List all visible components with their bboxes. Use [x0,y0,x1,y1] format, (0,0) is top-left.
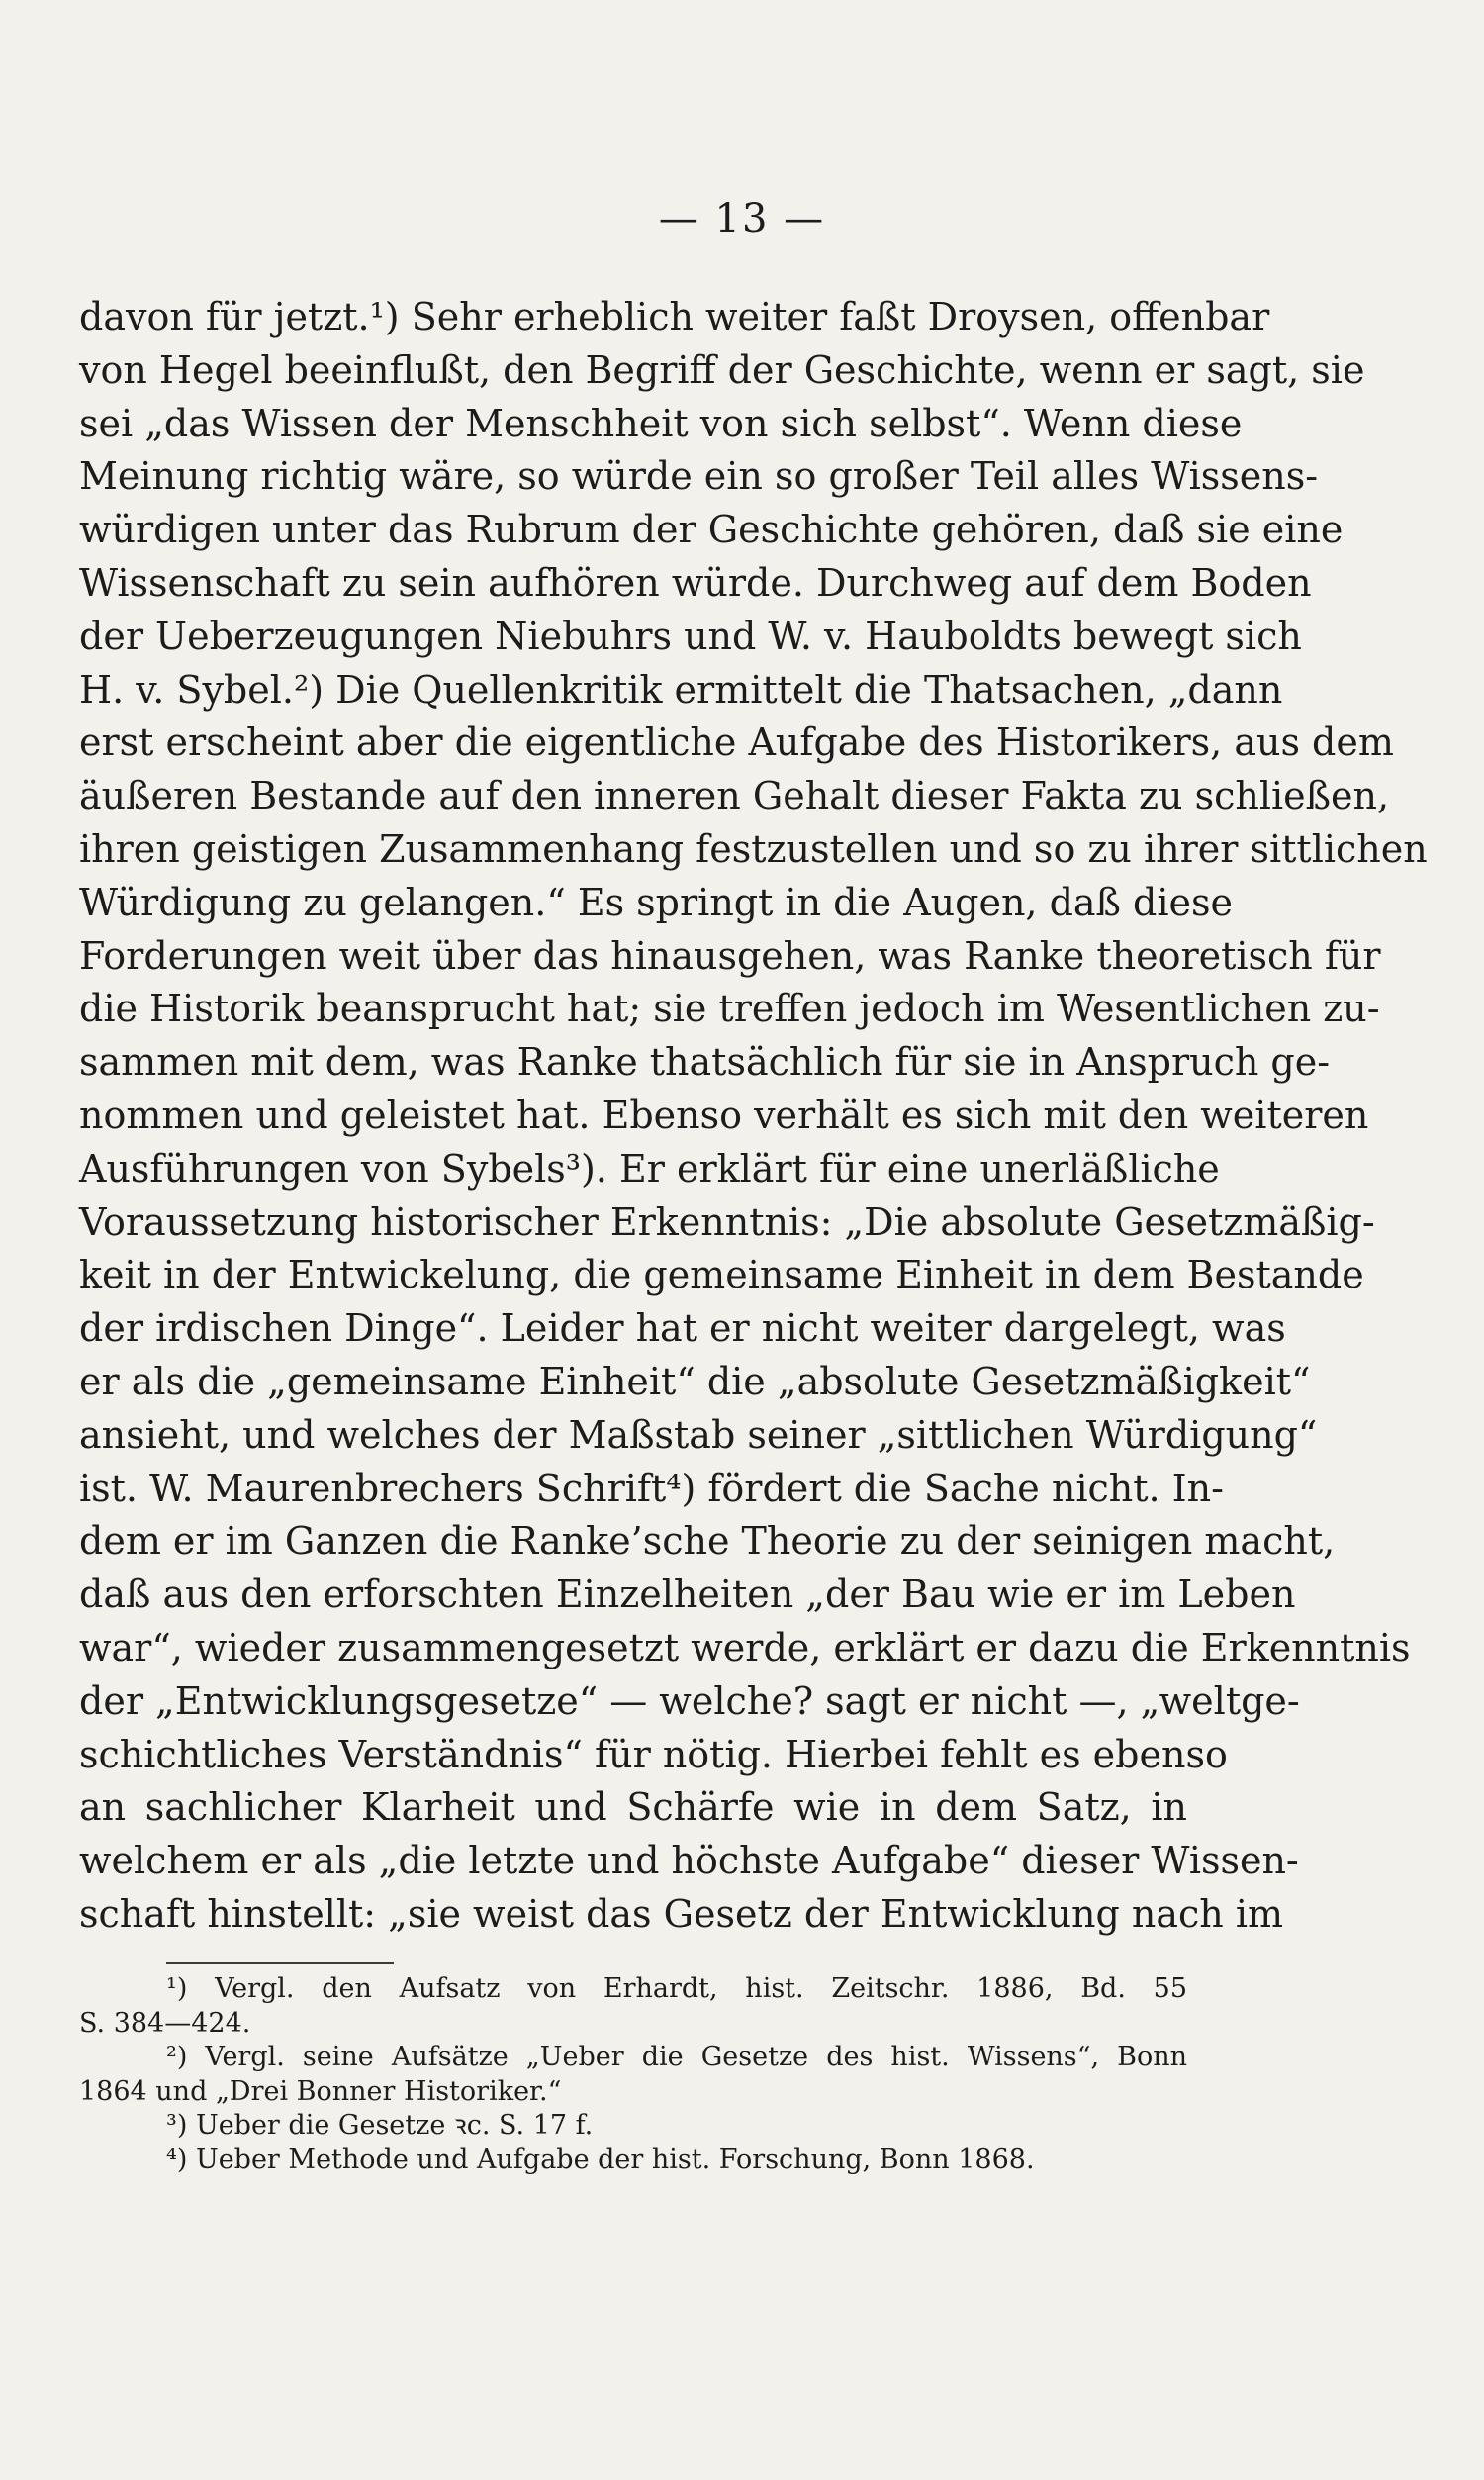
footnote-line: ³) Ueber die Gesetze ꝛc. S. 17 f. [166,2110,594,2141]
text-line: an sachlicher Klarheit und Schärfe wie in dem Satz, in [79,1785,1187,1830]
text-line: daß aus den erforschten Einzelheiten „der Bau wie er im Leben [79,1573,1296,1617]
text-line: Voraussetzung historischer Erkenntnis: „Die absolute Gesetzmäßig- [79,1199,1375,1244]
body-text [79,291,1428,1942]
footnotes [79,1972,1187,2177]
footnote-line: ¹) Vergl. den Aufsatz von Erhardt, hist. Zeitschr. 1886, Bd. 55 [166,1973,1187,2004]
text-line: die Historik beansprucht hat; sie treffen jedoch im Wesentlichen zu- [79,987,1380,1031]
footnote-line: 1864 und „Drei Bonner Historiker.“ [79,2075,562,2107]
footnote-divider [166,1962,394,1964]
text-line: sei „das Wissen der Menschheit von sich selbst“. Wenn diese [79,401,1243,445]
text-line: davon für jetzt.¹) Sehr erheblich weiter faßt Droysen, offenbar [79,295,1270,338]
footnote-line: ²) Vergl. seine Aufsätze „Ueber die Gesetze des hist. Wissens“, Bonn [166,2042,1187,2072]
text-line: ist. W. Maurenbrechers Schrift⁴) fördert die Sache nicht. In- [79,1466,1224,1510]
text-line: der irdischen Dinge“. Leider hat er nicht weiter dargelegt, was [79,1306,1286,1351]
text-line: schaft hinstellt: „sie weist das Gesetz der Entwicklung nach im [79,1891,1284,1936]
text-line: schichtliches Verständnis“ für nötig. Hierbei fehlt es ebenso [79,1732,1228,1776]
text-line: Meinung richtig wäre, so würde ein so großer Teil alles Wissens- [79,454,1319,499]
text-line: dem er im Ganzen die Ranke’sche Theorie zu der seinigen macht, [79,1519,1336,1564]
text-line: würdigen unter das Rubrum der Geschichte gehören, daß sie eine [79,508,1344,552]
text-line: H. v. Sybel.²) Die Quellenkritik ermittelt die Thatsachen, „dann [79,667,1283,712]
footnote-line: ⁴) Ueber Methode und Aufgabe der hist. Forschung, Bonn 1868. [166,2144,1035,2175]
text-line: erst erscheint aber die eigentliche Aufgabe des Historikers, aus dem [79,720,1394,765]
text-line: er als die „gemeinsame Einheit“ die „absolute Gesetzmäßigkeit“ [79,1359,1311,1403]
text-line: äußeren Bestande auf den inneren Gehalt dieser Fakta zu schließen, [79,774,1390,818]
text-line: sammen mit dem, was Ranke thatsächlich für sie in Anspruch ge- [79,1040,1331,1085]
text-line: der „Entwicklungsgesetze“ — welche? sagt er nicht —, „weltge- [79,1678,1300,1723]
text-line: welchem er als „die letzte und höchste Aufgabe“ dieser Wissen- [79,1839,1299,1883]
text-line: Forderungen weit über das hinausgehen, was Ranke theoretisch für [79,933,1381,978]
text-line: Würdigung zu gelangen.“ Es springt in die Augen, daß diese [79,880,1233,924]
text-line: ansieht, und welches der Maßstab seiner „sittlichen Würdigung“ [79,1412,1318,1457]
text-line: war“, wieder zusammengesetzt werde, erklärt er dazu die Erkenntnis [79,1625,1411,1669]
footnote-line: S. 384—424. [79,2007,251,2039]
text-line: von Hegel beeinflußt, den Begriff der Geschichte, wenn er sagt, sie [79,347,1365,392]
text-line: ihren geistigen Zusammenhang festzustellen und so zu ihrer sittlichen [79,826,1428,871]
text-line: Ausführungen von Sybels³). Er erklärt für eine unerläßliche [79,1146,1220,1191]
text-line: keit in der Entwickelung, die gemeinsame Einheit in dem Bestande [79,1253,1364,1297]
text-line: der Ueberzeugungen Niebuhrs und W. v. Hauboldts bewegt sich [79,614,1302,658]
text-line: nommen und geleistet hat. Ebenso verhält es sich mit den weiteren [79,1093,1369,1137]
text-line: Wissenschaft zu sein aufhören würde. Durchweg auf dem Boden [79,560,1312,605]
page-number: — 13 — [658,196,826,241]
